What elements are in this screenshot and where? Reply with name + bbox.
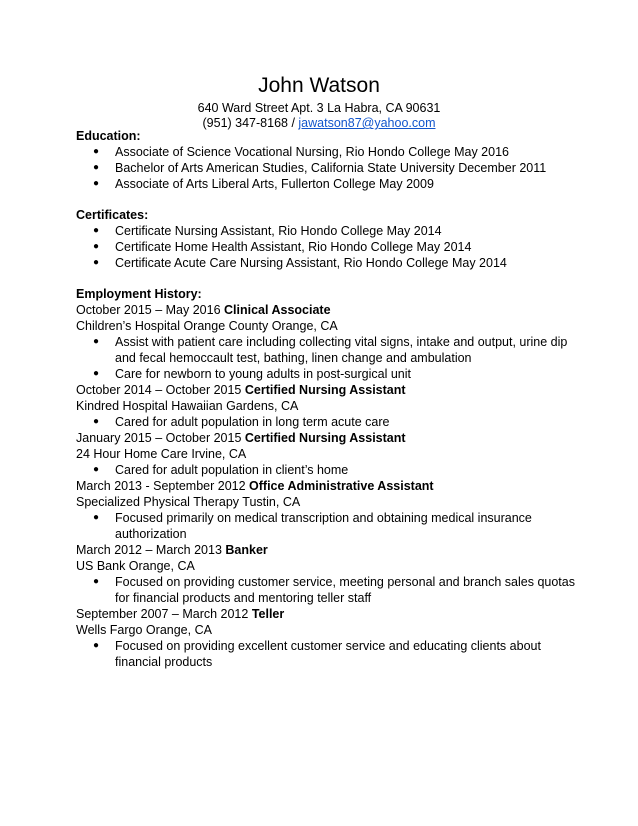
job-dates-title: September 2007 – March 2012 Teller [76, 607, 285, 621]
list-item: ● Associate of Arts Liberal Arts, Fullerton College May 2009 [93, 177, 434, 191]
list-item: ● Certificate Acute Care Nursing Assistant, Rio Hondo College May 2014 [93, 256, 507, 270]
list-item: ● Certificate Home Health Assistant, Rio Hondo College May 2014 [93, 240, 472, 254]
job-employer: Children’s Hospital Orange County Orange, CA [76, 319, 338, 333]
email-link[interactable]: jawatson87@yahoo.com [298, 116, 436, 130]
job-title: Certified Nursing Assistant [244, 383, 406, 397]
bullet-icon: ● [93, 241, 100, 252]
education-heading: Education: [76, 129, 141, 143]
list-item: ● Certificate Nursing Assistant, Rio Hondo College May 2014 [93, 224, 442, 238]
bullet-icon: ● [93, 464, 100, 475]
list-item: ● Cared for adult population in long term acute care [93, 415, 390, 429]
job-dates-title: March 2013 - September 2012 Office Administrative Assistant [76, 479, 434, 493]
employment-heading: Employment History: [76, 287, 202, 301]
job-employer: Wells Fargo Orange, CA [76, 623, 212, 637]
bullet-icon: ● [93, 336, 100, 347]
job-entry [76, 478, 576, 542]
education-list [76, 144, 576, 192]
job-entry [76, 606, 576, 670]
list-item: ● Associate of Science Vocational Nursing, Rio Hondo College May 2016 [93, 145, 509, 159]
list-item: ● Focused on providing customer service, meeting personal and branch sales quotas for financial products and mentoring teller staff [93, 575, 575, 605]
job-title: Teller [251, 607, 285, 621]
job-employer: 24 Hour Home Care Irvine, CA [76, 447, 247, 461]
bullet-icon: ● [93, 416, 100, 427]
job-title: Office Administrative Assistant [249, 479, 434, 493]
list-item: ● Focused primarily on medical transcription and obtaining medical insurance authorization [93, 511, 532, 541]
bullet-icon: ● [93, 640, 100, 651]
bullet-icon: ● [93, 146, 100, 157]
job-entry [76, 430, 576, 478]
resume-body [76, 128, 576, 670]
address: 640 Ward Street Apt. 3 La Habra, CA 90631 [197, 101, 441, 115]
job-title: Certified Nursing Assistant [244, 431, 406, 445]
list-item: ● Bachelor of Arts American Studies, California State University December 2011 [93, 161, 547, 175]
list-item: ● Focused on providing excellent customer service and educating clients about financial products [93, 639, 541, 669]
bullet-icon: ● [93, 576, 100, 587]
bullet-icon: ● [93, 162, 100, 173]
job-employer: US Bank Orange, CA [76, 559, 195, 573]
job-dates-title: January 2015 – October 2015 Certified Nursing Assistant [76, 431, 406, 445]
job-dates-title: October 2014 – October 2015 Certified Nursing Assistant [76, 383, 406, 397]
bullet-icon: ● [93, 178, 100, 189]
bullet-icon: ● [93, 257, 100, 268]
certificates-heading: Certificates: [76, 208, 149, 222]
bullet-icon: ● [93, 225, 100, 236]
job-title: Banker [225, 543, 268, 557]
job-entry [76, 542, 576, 606]
job-entry [76, 302, 576, 382]
certificates-list [76, 223, 576, 271]
job-dates-title: October 2015 – May 2016 Clinical Associate [76, 303, 331, 317]
candidate-name: John Watson [258, 74, 380, 97]
bullet-icon: ● [93, 512, 100, 523]
list-item: ● Cared for adult population in client’s home [93, 463, 349, 477]
job-dates-title: March 2012 – March 2013 Banker [76, 543, 268, 557]
job-entry [76, 382, 576, 430]
bullet-icon: ● [93, 368, 100, 379]
job-employer: Kindred Hospital Hawaiian Gardens, CA [76, 399, 299, 413]
job-employer: Specialized Physical Therapy Tustin, CA [76, 495, 301, 509]
list-item: ● Assist with patient care including collecting vital signs, intake and output, urine dip and fecal hemoccault test, bathing, linen change and ambulation [93, 335, 568, 365]
job-title: Clinical Associate [224, 303, 331, 317]
list-item: ● Care for newborn to young adults in post-surgical unit [93, 367, 411, 381]
phone: (951) 347-8168 / [202, 116, 299, 130]
